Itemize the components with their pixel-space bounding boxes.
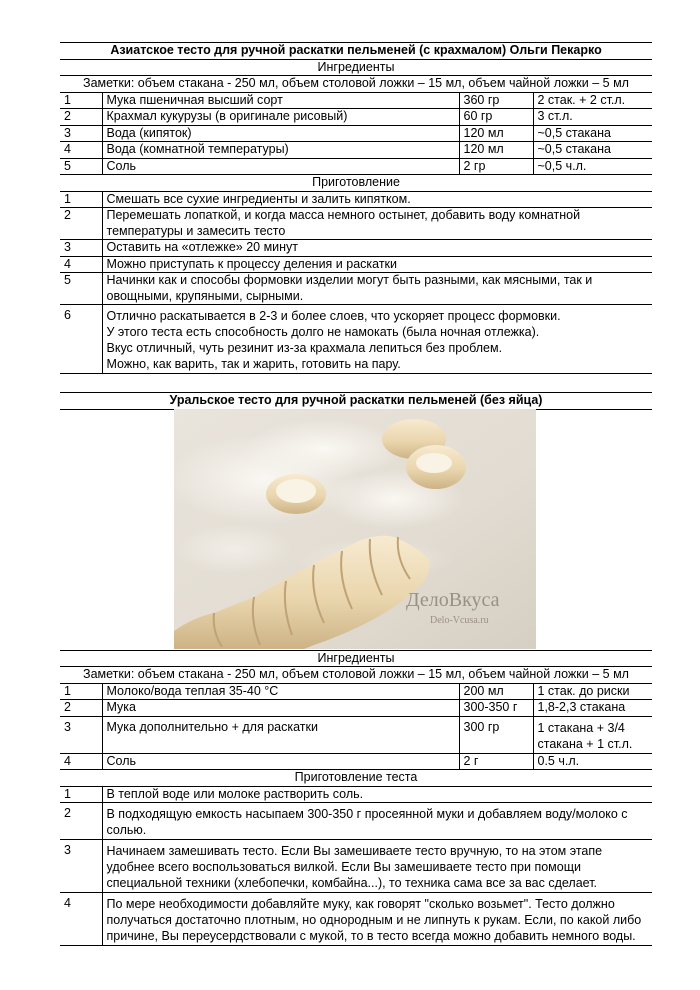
step-text: В подходящую емкость насыпаем 300-350 г просеянной муки и добавляем воду/молоко с солью. (102, 803, 652, 840)
ingredient-number: 2 (60, 109, 102, 126)
ingredient-qty: 300 гр (459, 716, 533, 753)
table-row (60, 256, 652, 273)
table-row (60, 786, 652, 803)
ingredient-qty: 300-350 г (459, 700, 533, 717)
table-row (60, 125, 652, 142)
step-number: 6 (60, 305, 102, 374)
recipe2-notes: Заметки: объем стакана - 250 мл, объем столовой ложки – 15 мл, объем чайной ложки – 5 мл (60, 667, 652, 684)
table-row (60, 683, 652, 700)
table-row (60, 803, 652, 840)
ingredient-measure: ~0,5 ч.л. (533, 158, 652, 175)
ingredient-number: 4 (60, 753, 102, 770)
step-text: По мере необходимости добавляйте муку, как говорят "сколько возьмет". Тесто должно получаться достаточно плотным, но однородным и не липнуть к рукам. Если, по какой либо причине, Вы переусердствовали с мукой, то в тесто всегда можно добавить немного воды. (102, 893, 652, 946)
ingredient-measure: ~0,5 стакана (533, 142, 652, 159)
ingredient-name: Молоко/вода теплая 35-40 °С (102, 683, 459, 700)
recipe2-prep-header-row (60, 770, 652, 787)
ingredient-measure: 3 ст.л. (533, 109, 652, 126)
ingredient-number: 2 (60, 700, 102, 717)
ingredient-number: 1 (60, 92, 102, 109)
ingredient-number: 3 (60, 125, 102, 142)
recipe1-prep-header-row (60, 175, 652, 192)
step-number: 1 (60, 786, 102, 803)
step-number: 3 (60, 240, 102, 257)
recipe1-ingredients-header: Ингредиенты (60, 59, 652, 76)
recipe1-table (60, 42, 652, 374)
ingredient-name: Крахмал кукурузы (в оригинале рисовый) (102, 109, 459, 126)
step-line: Отлично раскатывается в 2-3 и более слоев, что ускоряет процесс формовки. (106, 309, 561, 323)
table-row (60, 273, 652, 305)
ingredient-qty: 120 мл (459, 125, 533, 142)
table-row (60, 893, 652, 946)
recipe1-title-row (60, 43, 652, 60)
step-line: Можно, как варить, так и жарить, готовить на пару. (106, 357, 401, 371)
ingredient-qty: 120 мл (459, 142, 533, 159)
step-number: 5 (60, 273, 102, 305)
ingredient-measure: 1 стак. до риски (533, 683, 652, 700)
recipe1-title: Азиатское тесто для ручной раскатки пельменей (с крахмалом) Ольги Пекарко (60, 43, 652, 60)
recipe2-prep-header: Приготовление теста (60, 770, 652, 787)
table-row (60, 840, 652, 893)
step-text: Оставить на «отлежке» 20 минут (102, 240, 652, 257)
ingredient-qty: 2 гр (459, 158, 533, 175)
ingredient-name: Соль (102, 158, 459, 175)
recipe1-prep-header: Приготовление (60, 175, 652, 192)
step-text (102, 305, 652, 374)
recipe2-title: Уральское тесто для ручной раскатки пельменей (без яйца) (60, 393, 652, 410)
step-number: 2 (60, 208, 102, 240)
step-text: Можно приступать к процессу деления и раскатки (102, 256, 652, 273)
ingredient-name: Мука (102, 700, 459, 717)
recipe2-ingredients-header-row (60, 650, 652, 667)
ingredient-number: 4 (60, 142, 102, 159)
ingredient-number: 3 (60, 716, 102, 753)
ingredient-qty: 200 мл (459, 683, 533, 700)
table-row (60, 305, 652, 374)
ingredient-measure: 1 стакана + 3/4 стакана + 1 ст.л. (533, 716, 652, 753)
table-row (60, 208, 652, 240)
step-line: У этого теста есть способность долго не намокать (была ночная отлежка). (106, 325, 540, 339)
step-number: 1 (60, 191, 102, 208)
step-number: 4 (60, 893, 102, 946)
step-text: Начинаем замешивать тесто. Если Вы замешиваете тесто вручную, то на этом этапе удобнее всего воспользоваться вилкой. Если Вы замешиваете тесто при помощи специальной техники (хлебопечки, комбайна...), то техника сама все за вас сделает. (102, 840, 652, 893)
table-row (60, 240, 652, 257)
recipe1-notes: Заметки: объем стакана - 250 мл, объем столовой ложки – 15 мл, объем чайной ложки – 5 мл (60, 76, 652, 93)
ingredient-measure: 0.5 ч.л. (533, 753, 652, 770)
table-row (60, 716, 652, 753)
ingredient-name: Мука дополнительно + для раскатки (102, 716, 459, 753)
ingredient-name: Соль (102, 753, 459, 770)
table-row (60, 753, 652, 770)
ingredient-qty: 60 гр (459, 109, 533, 126)
step-text: Смешать все сухие ингредиенты и залить кипятком. (102, 191, 652, 208)
recipe2-notes-row (60, 667, 652, 684)
ingredient-name: Вода (кипяток) (102, 125, 459, 142)
table-row (60, 191, 652, 208)
ingredient-qty: 360 гр (459, 92, 533, 109)
ingredient-measure: 2 стак. + 2 ст.л. (533, 92, 652, 109)
ingredient-qty: 2 г (459, 753, 533, 770)
ingredient-number: 5 (60, 158, 102, 175)
ingredient-name: Мука пшеничная высший сорт (102, 92, 459, 109)
step-text: В теплой воде или молоке растворить соль. (102, 786, 652, 803)
step-number: 3 (60, 840, 102, 893)
recipe2-title-row (60, 393, 652, 410)
watermark-main: ДелоВкуса (406, 589, 500, 611)
ingredient-name: Вода (комнатной температуры) (102, 142, 459, 159)
table-row (60, 700, 652, 717)
dumpling-dough-photo (174, 409, 536, 649)
recipe1-notes-row (60, 76, 652, 93)
ingredient-measure: ~0,5 стакана (533, 125, 652, 142)
table-row (60, 158, 652, 175)
step-line: Вкус отличный, чуть резинит из-за крахмала лепиться без проблем. (106, 341, 503, 355)
ingredient-measure: 1,8-2,3 стакана (533, 700, 652, 717)
ingredient-number: 1 (60, 683, 102, 700)
step-text: Начинки как и способы формовки изделии могут быть разными, как мясными, так и овощными, крупяными, сырными. (102, 273, 652, 305)
step-text: Перемешать лопаткой, и когда масса немного остынет, добавить воду комнатной температуры и замесить тесто (102, 208, 652, 240)
table-row (60, 109, 652, 126)
table-row (60, 142, 652, 159)
recipe2-ingredients-header: Ингредиенты (60, 650, 652, 667)
watermark-sub: Delo-Vcusa.ru (430, 615, 489, 626)
dumpling-dough-photo-drawing (174, 409, 536, 649)
recipe1-ingredients-header-row (60, 59, 652, 76)
table-row (60, 92, 652, 109)
step-number: 2 (60, 803, 102, 840)
step-number: 4 (60, 256, 102, 273)
